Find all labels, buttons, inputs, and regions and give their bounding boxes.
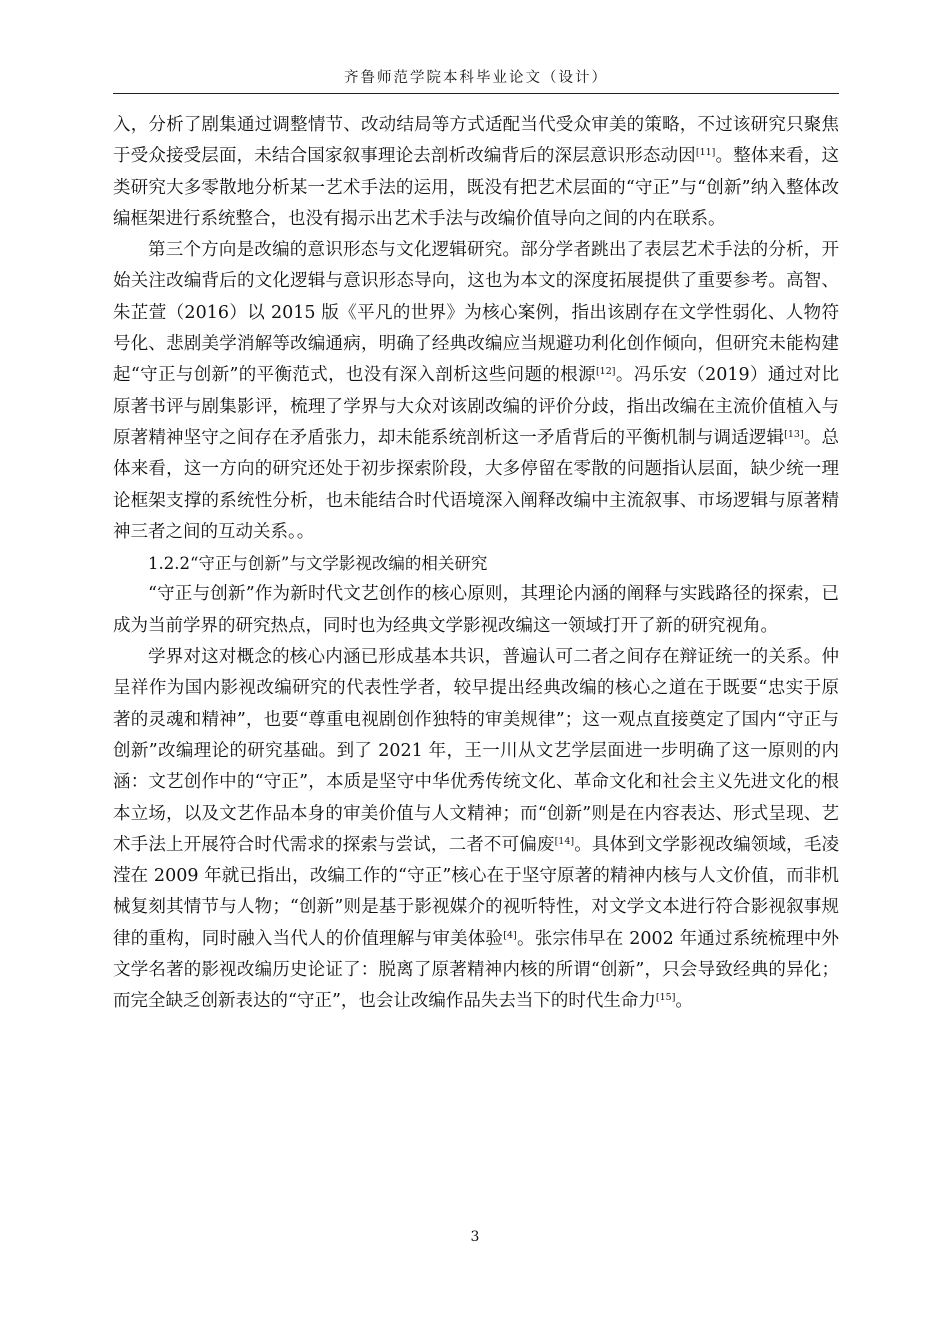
- running-header: 齐鲁师范学院本科毕业论文（设计）: [344, 70, 608, 86]
- citation-ref: [4]: [503, 929, 517, 941]
- page-number: 3: [470, 1229, 480, 1245]
- citation-ref: [15]: [655, 992, 676, 1004]
- paragraph-continued: [113, 110, 839, 235]
- header-divider: [113, 93, 839, 94]
- paragraph-text: 入，分析了剧集通过调整情节、改动结局等方式适配当代受众审美的策略，不过该研究只聚焦于受众接受层面，未结合国家叙事理论去剖析改编背后的深层意识形态动因: [113, 115, 839, 167]
- paragraph-consensus: [113, 642, 839, 1018]
- citation-ref: [13]: [784, 428, 804, 440]
- paragraph-text: 。: [675, 991, 693, 1012]
- document-body: [113, 110, 839, 1018]
- paragraph-text: 。总体来看，这一方向的研究还处于初步探索阶段，大多停留在零散的问题指认层面，缺少统一理论框架支撑的系统性分析，也未能结合时代语境深入阐释改编中主流叙事、市场逻辑与原著精神三者之间的互动关系。。: [113, 427, 840, 542]
- paragraph-ideology-research: [113, 235, 839, 548]
- paragraph-text: 学界对这对概念的核心内涵已形成基本共识，普遍认可二者之间存在辩证统一的关系。仲呈祥作为国内影视改编研究的代表性学者，较早提出经典改编的核心之道在于既要“忠实于原著的灵魂和精神”，也要“尊重电视剧创作独特的审美规律”；这一观点直接奠定了国内“守正与创新”改编理论的研究基础。到了 2021 年，王一川从文艺学层面进一步明确了这一原则的内涵：文艺创作中的“守正”，本质是坚守中华优秀传统文化、革命文化和社会主义先进文化的根本立场，以及文艺作品本身的审美价值与人文精神；而“创新”则是在内容表达、形式呈现、艺术手法上开展符合时代需求的探索与尝试，二者不可偏废: [113, 647, 839, 855]
- citation-ref: [11]: [695, 147, 716, 159]
- citation-ref: [14]: [554, 835, 575, 847]
- citation-ref: [12]: [595, 366, 616, 378]
- paragraph-text: 。张宗伟早在 2002 年通过系统梳理中外文学名著的影视改编历史论证了：脱离了原著精神内核的所谓“创新”，只会导致经典的异化；而完全缺乏创新表达的“守正”，也会让改编作品失去当下的时代生命力: [113, 928, 839, 1012]
- paragraph-text: 第三个方向是改编的意识形态与文化逻辑研究。部分学者跳出了表层艺术手法的分析，开始关注改编背后的文化逻辑与意识形态导向，这也为本文的深度拓展提供了重要参考。高智、朱芷萱（2016）以 2015 版《平凡的世界》为核心案例，指出该剧存在文学性弱化、人物符号化、悲剧美学消解等改编通病，明确了经典改编应当规避功利化创作倾向，但研究未能构建起“守正与创新”的平衡范式，也没有深入剖析这些问题的根源: [113, 240, 839, 386]
- paragraph-text: 。整体来看，这类研究大多零散地分析某一艺术手法的运用，既没有把艺术层面的“守正”与“创新”纳入整体改编框架进行系统整合，也没有揭示出艺术手法与改编价值导向之间的内在联系。: [113, 146, 840, 229]
- paragraph-text: 。冯乐安（2019）通过对比原著书评与剧集影评，梳理了学界与大众对该剧改编的评价分歧，指出改编在主流价值植入与原著精神坚守之间存在矛盾张力，却未能系统剖析这一矛盾背后的平衡机制与调适逻辑: [113, 365, 839, 448]
- paragraph-text: 。具体到文学影视改编领域，毛凌滢在 2009 年就已指出，改编工作的“守正”核心在于坚守原著的精神内核与人文价值，而非机械复刻其情节与人物；“创新”则是基于影视媒介的视听特性，对文学文本进行符合影视叙事规律的重构，同时融入当代人的价值理解与审美体验: [113, 834, 840, 949]
- paragraph-principle-intro: “守正与创新”作为新时代文艺创作的核心原则，其理论内涵的阐释与实践路径的探索，已成为当前学界的研究热点，同时也为经典文学影视改编这一领域打开了新的研究视角。: [113, 584, 839, 636]
- section-subheading: 1.2.2“守正与创新”与文学影视改编的相关研究: [148, 554, 488, 574]
